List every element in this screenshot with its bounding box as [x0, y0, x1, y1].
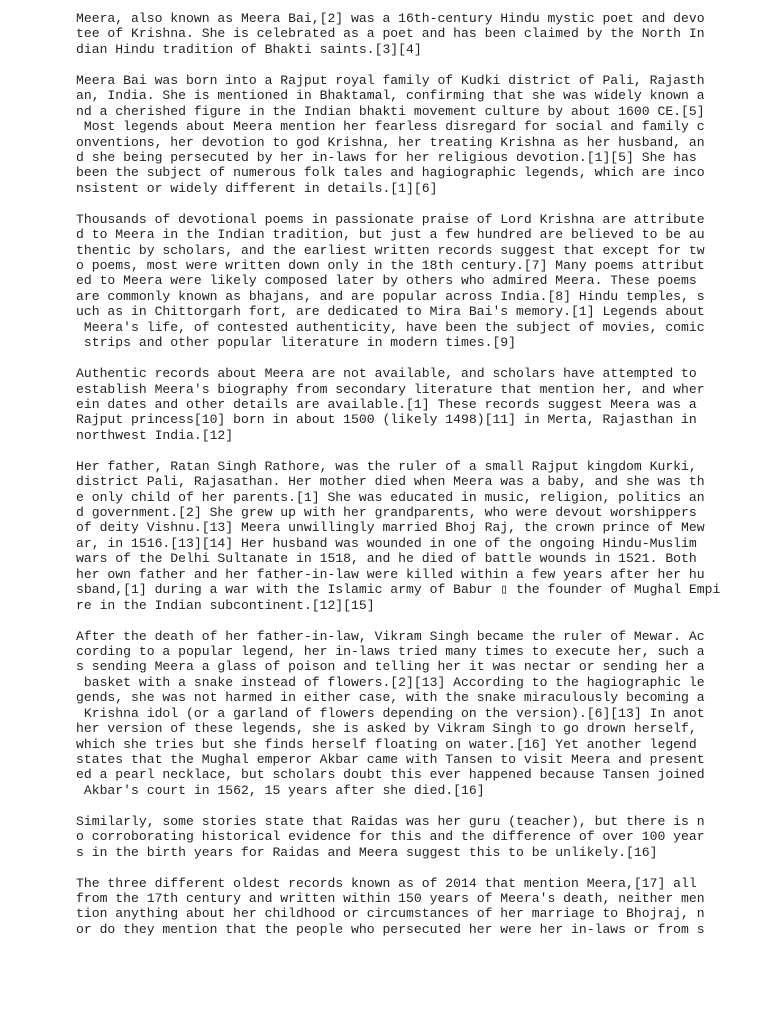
text-line: Most legends about Meera mention her fearless disregard for social and family c [76, 119, 705, 135]
text-line: district Pali, Rajasathan. Her mother died when Meera was a baby, and she was th [76, 474, 705, 490]
paragraph-2 [76, 73, 716, 197]
text-line: re in the Indian subcontinent.[12][15] [76, 597, 375, 613]
text-line: o poems, most were written down only in the 18th century.[7] Many poems attribut [76, 258, 705, 273]
text-line: Thousands of devotional poems in passionate praise of Lord Krishna are attribute [76, 211, 705, 227]
paragraph-3 [76, 212, 716, 351]
text-line: basket with a snake instead of flowers.[2][13] According to the hagiographic le [76, 674, 705, 690]
paragraph-8 [76, 876, 716, 938]
text-line: or do they mention that the people who persecuted her were her in-laws or from s [76, 921, 705, 937]
text-line: thentic by scholars, and the earliest written records suggest that except for tw [76, 242, 705, 258]
text-line: from the 17th century and written within 150 years of Meera's death, neither men [76, 890, 705, 906]
text-line: Meera Bai was born into a Rajput royal family of Kudki district of Pali, Rajasth [76, 72, 705, 88]
text-line: e only child of her parents.[1] She was educated in music, religion, politics an [76, 489, 705, 505]
text-line: d to Meera in the Indian tradition, but just a few hundred are believed to be au [76, 227, 705, 243]
text-line: Akbar's court in 1562, 15 years after she died.[16] [76, 782, 485, 798]
document-body [76, 11, 721, 953]
text-line: Meera's life, of contested authenticity, have been the subject of movies, comic [76, 319, 705, 335]
text-line: of deity Vishnu.[13] Meera unwillingly married Bhoj Raj, the crown prince of Mew [76, 520, 705, 536]
text-line: d she being persecuted by her in-laws for her religious devotion.[1][5] She has [76, 149, 697, 165]
text-line: nsistent or widely different in details.[1][6] [76, 180, 438, 196]
text-line: Rajput princess[10] born in about 1500 (likely 1498)[11] in Merta, Rajasthan in [76, 412, 697, 428]
text-line: states that the Mughal emperor Akbar came with Tansen to visit Meera and present [76, 752, 705, 767]
text-line: tion anything about her childhood or circumstances of her marriage to Bhojraj, n [76, 906, 705, 922]
paragraph-6 [76, 629, 716, 799]
paragraph-1 [76, 11, 716, 57]
text-line: nd a cherished figure in the Indian bhakti movement culture by about 1600 CE.[5] [76, 103, 705, 119]
text-line: onventions, her devotion to god Krishna, her treating Krishna as her husband, an [76, 134, 705, 150]
text-line: uch as in Chittorgarh fort, are dedicated to Mira Bai's memory.[1] Legends about [76, 304, 705, 320]
text-line: cording to a popular legend, her in-laws tried many times to execute her, such a [76, 643, 705, 659]
text-line: gends, she was not harmed in either case, with the snake miraculously becoming a [76, 690, 705, 706]
text-line: s sending Meera a glass of poison and telling her it was nectar or sending her a [76, 659, 705, 675]
paragraph-7 [76, 814, 716, 860]
text-line: ed a pearl necklace, but scholars doubt this ever happened because Tansen joined [76, 767, 705, 783]
text-line: establish Meera's biography from secondary literature that mention her, and wher [76, 381, 705, 397]
text-line: d government.[2] She grew up with her grandparents, who were devout worshippers [76, 505, 697, 520]
text-line: Meera, also known as Meera Bai,[2] was a 16th-century Hindu mystic poet and devo [76, 11, 705, 26]
text-line: wars of the Delhi Sultanate in 1518, and he died of battle wounds in 1521. Both [76, 551, 697, 567]
text-line: her version of these legends, she is asked by Vikram Singh to go drown herself, [76, 721, 697, 737]
text-line: Krishna idol (or a garland of flowers depending on the version).[6][13] In anot [76, 705, 705, 721]
text-line: ar, in 1516.[13][14] Her husband was wounded in one of the ongoing Hindu-Muslim [76, 535, 697, 551]
text-line: Authentic records about Meera are not available, and scholars have attempted to [76, 366, 697, 382]
text-line: The three different oldest records known as of 2014 that mention Meera,[17] all [76, 875, 697, 891]
paragraph-4 [76, 366, 716, 443]
text-line: been the subject of numerous folk tales and hagiographic legends, which are inco [76, 165, 705, 181]
text-line: ein dates and other details are available.[1] These records suggest Meera was a [76, 396, 697, 412]
text-line: o corroborating historical evidence for this and the difference of over 100 year [76, 829, 705, 845]
text-line: her own father and her father-in-law were killed within a few years after her hu [76, 566, 705, 582]
text-line: are commonly known as bhajans, and are popular across India.[8] Hindu temples, s [76, 288, 705, 304]
text-line: tee of Krishna. She is celebrated as a poet and has been claimed by the North In [76, 26, 705, 42]
text-line: sband,[1] during a war with the Islamic army of Babur ▯ the founder of Mughal Empi [76, 582, 721, 598]
paragraph-5 [76, 458, 721, 613]
text-line: Her father, Ratan Singh Rathore, was the ruler of a small Rajput kingdom Kurki, [76, 458, 697, 474]
text-line: strips and other popular literature in modern times.[9] [76, 335, 517, 351]
text-line: dian Hindu tradition of Bhakti saints.[3][4] [76, 41, 422, 57]
text-line: s in the birth years for Raidas and Meera suggest this to be unlikely.[16] [76, 844, 658, 860]
text-line: an, India. She is mentioned in Bhaktamal, confirming that she was widely known a [76, 88, 705, 104]
text-line: After the death of her father-in-law, Vikram Singh became the ruler of Mewar. Ac [76, 628, 705, 644]
text-line: ed to Meera were likely composed later by others who admired Meera. These poems [76, 273, 697, 289]
text-line: Similarly, some stories state that Raidas was her guru (teacher), but there is n [76, 813, 705, 829]
text-line: which she tries but she finds herself floating on water.[16] Yet another legend [76, 736, 697, 752]
text-line: northwest India.[12] [76, 427, 234, 443]
